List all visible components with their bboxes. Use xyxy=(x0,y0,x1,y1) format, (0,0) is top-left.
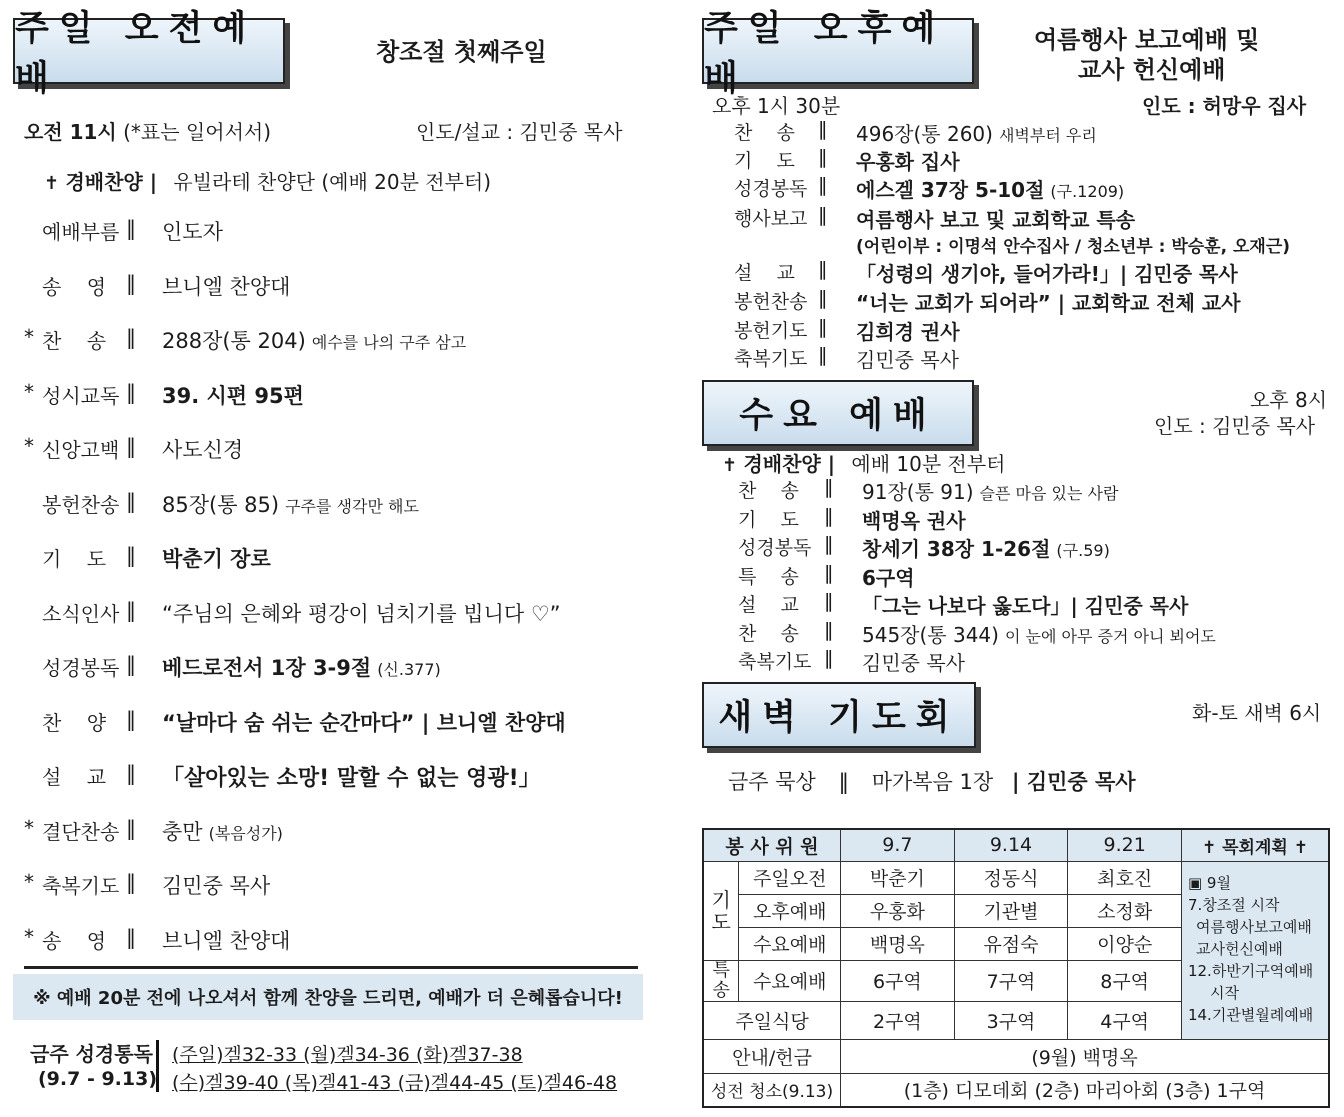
order-value xyxy=(862,533,1110,562)
order-value xyxy=(162,489,419,519)
group-char: 도 xyxy=(711,909,731,934)
separator: ‖ xyxy=(126,761,136,785)
wednesday-title: 수요 예배 xyxy=(702,380,974,446)
separator: ‖ xyxy=(126,488,136,513)
separator: ‖ xyxy=(824,476,834,498)
date-cell: 9.14 xyxy=(954,829,1068,861)
order-label: 기 도 xyxy=(734,150,795,172)
cross-icon: ✝ xyxy=(722,455,738,476)
order-value-text: “너는 교회가 되어라” | 교회학교 전체 교사 xyxy=(856,291,1241,315)
order-value-text: 박춘기 장로 xyxy=(162,547,271,571)
order-value-text: 창세기 38장 1-26절 xyxy=(862,537,1051,561)
plan-line: ▣ 9월 xyxy=(1187,873,1231,892)
afternoon-title: 주일 오후예배 xyxy=(702,18,974,84)
morning-subtitle: 창조절 첫째주일 xyxy=(376,38,547,66)
table-cell: 정동식 xyxy=(954,861,1068,894)
date-cell: 9.21 xyxy=(1068,829,1182,861)
order-value-text: 인도자 xyxy=(162,220,223,244)
order-value xyxy=(856,344,959,373)
separator: ‖ xyxy=(824,504,834,527)
separator: ‖ xyxy=(818,174,828,196)
group-char: 송 xyxy=(712,979,730,1001)
order-value-text: 6구역 xyxy=(862,565,915,590)
order-label: 성경봉독 xyxy=(734,178,808,200)
order-value-sub: 이 눈에 아무 증거 아니 뵈어도 xyxy=(1004,626,1216,646)
table-cell: 우홍화 xyxy=(841,894,955,927)
order-label: 찬 송 xyxy=(738,480,799,502)
morning-leader: 인도/설교 : 김민중 목사 xyxy=(416,120,623,144)
plan-cell xyxy=(1181,861,1329,1039)
order-value xyxy=(162,543,271,573)
order-value xyxy=(162,216,223,246)
order-value xyxy=(162,380,304,410)
reading-line-1: (주일)겔32-33 (월)겔34-36 (화)겔37-38 xyxy=(172,1044,523,1066)
order-value-sub: (구.1209) xyxy=(1050,182,1125,201)
wednesday-prelude xyxy=(722,448,1005,477)
prelude-value: 예배 10분 전부터 xyxy=(851,452,1006,476)
separator: ‖ xyxy=(126,815,136,840)
order-label: 신앙고백 xyxy=(42,438,120,462)
separator: ‖ xyxy=(818,118,828,140)
order-value xyxy=(856,204,1135,233)
prelude-label: 경배찬양 | xyxy=(743,452,836,476)
order-value xyxy=(862,619,1216,648)
prayer-group-label xyxy=(703,861,739,960)
order-value xyxy=(162,870,270,900)
order-label: 찬 송 xyxy=(738,622,799,645)
plan-line: 14.기관별월례예배 xyxy=(1187,1005,1314,1024)
reading-line-2: (수)겔39-40 (목)겔41-43 (금)겔44-45 (토)겔46-48 xyxy=(172,1072,618,1094)
required-standing-mark: * xyxy=(24,815,34,840)
required-standing-mark: * xyxy=(24,870,34,894)
separator: ‖ xyxy=(126,379,136,404)
order-value xyxy=(162,434,243,464)
row-label: 주일식당 xyxy=(703,1001,841,1039)
required-standing-mark: * xyxy=(24,325,34,349)
order-value-text: 「그는 나보다 옳도다」| 김민중 목사 xyxy=(862,594,1189,618)
order-label: 송 영 xyxy=(42,928,107,953)
reading-title: 금주 성경통독 xyxy=(30,1042,153,1066)
dawn-preacher: | 김민중 목사 xyxy=(1011,770,1136,794)
afternoon-subtitle-1: 여름행사 보고예배 및 xyxy=(1034,26,1260,54)
order-value-text: 545장(통 344) xyxy=(862,622,999,647)
reading-bar xyxy=(156,1040,159,1092)
order-value xyxy=(856,174,1124,203)
plan-line: 교사헌신예배 xyxy=(1195,939,1283,958)
plan-line: 여름행사보고예배 xyxy=(1195,917,1312,936)
order-label: 소식인사 xyxy=(42,601,120,626)
order-label: 축복기도 xyxy=(734,348,808,370)
reading-dates: (9.7 - 9.13) xyxy=(38,1068,158,1090)
order-value xyxy=(862,476,1118,505)
order-label: 축복기도 xyxy=(738,651,812,673)
separator: ‖ xyxy=(126,706,136,731)
order-value xyxy=(162,325,466,355)
separator: ‖ xyxy=(126,543,136,567)
order-label: 행사보고 xyxy=(734,208,808,230)
order-value-text: 91장(통 91) xyxy=(862,480,974,504)
morning-time: 오전 11시 xyxy=(24,120,117,144)
group-char: 기 xyxy=(711,887,731,912)
separator: ‖ xyxy=(838,770,850,794)
order-value-text: 브니엘 찬양대 xyxy=(162,928,291,953)
order-value-text: 김민중 목사 xyxy=(162,874,271,898)
wednesday-leader: 인도 : 김민중 목사 xyxy=(1154,414,1316,438)
dawn-title: 새벽 기도회 xyxy=(702,682,976,748)
order-value xyxy=(856,316,960,345)
separator: ‖ xyxy=(824,618,834,641)
row-label: 수요예배 xyxy=(739,960,841,1001)
morning-title: 주일 오전예배 xyxy=(13,18,285,84)
separator: ‖ xyxy=(818,146,828,168)
order-value-sub: 예수를 나의 구주 삼고 xyxy=(311,333,467,352)
afternoon-leader: 인도 : 허망우 집사 xyxy=(1142,94,1307,118)
divider xyxy=(24,966,638,969)
table-cell: 2구역 xyxy=(841,1001,955,1039)
service-table xyxy=(702,828,1330,1108)
table-cell: (1층) 디모데회 (2층) 마리아회 (3층) 1구역 xyxy=(841,1073,1329,1107)
order-value xyxy=(862,562,915,591)
separator: ‖ xyxy=(818,316,828,338)
dawn-time: 화-토 새벽 6시 xyxy=(1192,701,1322,725)
order-value-text: 에스겔 37장 5-10절 xyxy=(856,178,1045,202)
prelude-value: 유빌라테 찬양단 (예배 20분 전부터) xyxy=(173,170,492,194)
order-label: 봉헌찬송 xyxy=(42,492,120,517)
order-value xyxy=(862,647,965,676)
row-label: 안내/헌금 xyxy=(703,1039,841,1073)
separator: ‖ xyxy=(818,258,828,280)
order-value-text: 여름행사 보고 및 교회학교 특송 xyxy=(856,208,1136,232)
morning-note: (*표는 일어서서) xyxy=(123,120,272,144)
order-value-text: “주님의 은혜와 평강이 넘치기를 빕니다 ♡” xyxy=(162,601,561,626)
table-cell: 4구역 xyxy=(1068,1001,1182,1039)
plan-line: 7.창조절 시작 xyxy=(1187,895,1280,914)
afternoon-subtitle-2: 교사 헌신예배 xyxy=(1078,56,1226,84)
order-label: 찬 송 xyxy=(734,122,795,144)
order-label: 설 교 xyxy=(42,765,107,789)
order-value-text: 김민중 목사 xyxy=(862,651,965,675)
table-cell: 7구역 xyxy=(954,960,1068,1001)
order-value xyxy=(862,505,966,534)
row-label: 오후예배 xyxy=(739,894,841,927)
table-header: 봉 사 위 원 xyxy=(703,829,841,861)
required-standing-mark: * xyxy=(24,379,34,404)
order-value-text: 베드로전서 1장 3-9절 xyxy=(162,656,372,680)
separator: ‖ xyxy=(126,325,136,349)
order-value-text: 우홍화 집사 xyxy=(856,150,960,174)
table-cell: (9월) 백명옥 xyxy=(841,1039,1329,1073)
separator: ‖ xyxy=(126,924,136,949)
order-label: 설 교 xyxy=(734,262,795,284)
order-label: 기 도 xyxy=(738,508,799,531)
order-label: 축복기도 xyxy=(42,874,120,898)
order-label: 성경봉독 xyxy=(42,656,120,680)
separator: ‖ xyxy=(126,216,136,240)
order-value xyxy=(162,598,561,628)
order-value-text: 백명옥 권사 xyxy=(862,508,966,533)
separator: ‖ xyxy=(126,270,136,295)
morning-notice: ※ 예배 20분 전에 나오셔서 함께 찬양을 드리면, 예배가 더 은혜롭습니다! xyxy=(13,974,643,1020)
dawn-label: 금주 묵상 xyxy=(728,770,816,794)
order-value-text: 「살아있는 소망! 말할 수 없는 영광!」 xyxy=(162,766,541,791)
order-value-sub: 슬픈 마음 있는 사람 xyxy=(979,484,1119,503)
row-label: 주일오전 xyxy=(739,861,841,894)
plan-line: 12.하반기구역예배 xyxy=(1187,961,1314,980)
order-value xyxy=(162,925,290,955)
dawn-value: 마가복음 1장 xyxy=(871,770,994,794)
order-value-sub: (복음성가) xyxy=(208,823,283,843)
order-value xyxy=(856,287,1241,316)
table-cell: 3구역 xyxy=(954,1001,1068,1039)
table-cell: 유점숙 xyxy=(954,927,1068,960)
separator: ‖ xyxy=(818,287,828,309)
morning-time-row xyxy=(24,116,271,145)
order-label: 송 영 xyxy=(42,274,107,299)
order-value-text: 김희경 권사 xyxy=(856,320,960,344)
order-label: 봉헌찬송 xyxy=(734,291,808,313)
order-label: 예배부름 xyxy=(42,220,120,244)
afternoon-report-detail: (어린이부 : 이명석 안수집사 / 청소년부 : 박승훈, 오재근) xyxy=(856,237,1291,257)
separator: ‖ xyxy=(818,344,828,366)
order-value-sub: (신.377) xyxy=(377,660,441,679)
separator: ‖ xyxy=(126,597,136,622)
separator: ‖ xyxy=(824,533,834,555)
order-value xyxy=(162,271,290,301)
required-standing-mark: * xyxy=(24,434,34,458)
required-standing-mark: * xyxy=(24,924,34,949)
date-cell: 9.7 xyxy=(841,829,955,861)
cross-icon: ✝ xyxy=(44,173,60,194)
order-value-sub: (구.59) xyxy=(1056,541,1110,560)
order-value-text: 김민중 목사 xyxy=(856,348,959,372)
order-label: 성시교독 xyxy=(42,383,120,408)
order-value-text: 85장(통 85) xyxy=(162,492,280,517)
order-label: 특 송 xyxy=(738,565,799,588)
order-value-text: 사도신경 xyxy=(162,438,244,462)
table-cell: 6구역 xyxy=(841,960,955,1001)
wednesday-time: 오후 8시 xyxy=(1250,388,1328,412)
separator: ‖ xyxy=(126,870,136,894)
dawn-row xyxy=(728,766,1136,796)
separator: ‖ xyxy=(824,590,834,612)
order-value xyxy=(856,146,960,175)
order-value-text: 브니엘 찬양대 xyxy=(162,274,291,299)
group-char: 특 xyxy=(712,959,730,981)
table-cell: 기관별 xyxy=(954,894,1068,927)
order-label: 찬 송 xyxy=(42,329,107,353)
separator: ‖ xyxy=(824,561,834,584)
table-cell: 최호진 xyxy=(1068,861,1182,894)
order-value-text: 충만 xyxy=(162,819,203,844)
order-label: 찬 양 xyxy=(42,710,107,735)
separator: ‖ xyxy=(824,647,834,669)
row-label: 수요예배 xyxy=(739,927,841,960)
order-value-sub: 구주를 생각만 해도 xyxy=(285,496,419,516)
order-value xyxy=(162,816,283,846)
table-cell: 이양순 xyxy=(1068,927,1182,960)
order-value-text: 39. 시편 95편 xyxy=(162,383,304,408)
order-value-text: “날마다 숨 쉬는 순간마다” | 브니엘 찬양대 xyxy=(162,710,566,735)
order-value xyxy=(856,258,1238,287)
order-label: 결단찬송 xyxy=(42,819,120,844)
order-value xyxy=(856,118,1097,147)
plan-title: ✝ 목회계획 ✝ xyxy=(1181,829,1329,861)
separator: ‖ xyxy=(126,652,136,676)
morning-prelude xyxy=(44,166,491,195)
order-value xyxy=(162,707,566,737)
order-label: 봉헌기도 xyxy=(734,320,808,342)
table-cell: 백명옥 xyxy=(841,927,955,960)
separator: ‖ xyxy=(818,204,828,226)
order-label: 설 교 xyxy=(738,594,799,616)
order-value-text: 「성령의 생기야, 들어가라!」| 김민중 목사 xyxy=(856,262,1238,286)
order-value-text: 496장(통 260) xyxy=(856,122,993,146)
special-group-label xyxy=(703,960,739,1001)
plan-line: 시작 xyxy=(1209,983,1239,1002)
order-label: 성경봉독 xyxy=(738,537,812,559)
order-value-text: 288장(통 204) xyxy=(162,329,306,353)
afternoon-time: 오후 1시 30분 xyxy=(712,94,841,118)
order-value xyxy=(862,590,1188,619)
table-cell: 8구역 xyxy=(1068,960,1182,1001)
row-label: 성전 청소(9.13) xyxy=(703,1073,841,1107)
order-value-sub: 새벽부터 우리 xyxy=(998,126,1097,145)
table-cell: 박춘기 xyxy=(841,861,955,894)
prelude-label: 경배찬양 | xyxy=(65,170,158,194)
order-value xyxy=(162,761,541,792)
table-cell: 소정화 xyxy=(1068,894,1182,927)
separator: ‖ xyxy=(126,434,136,458)
order-label: 기 도 xyxy=(42,547,107,571)
order-value xyxy=(162,652,441,682)
